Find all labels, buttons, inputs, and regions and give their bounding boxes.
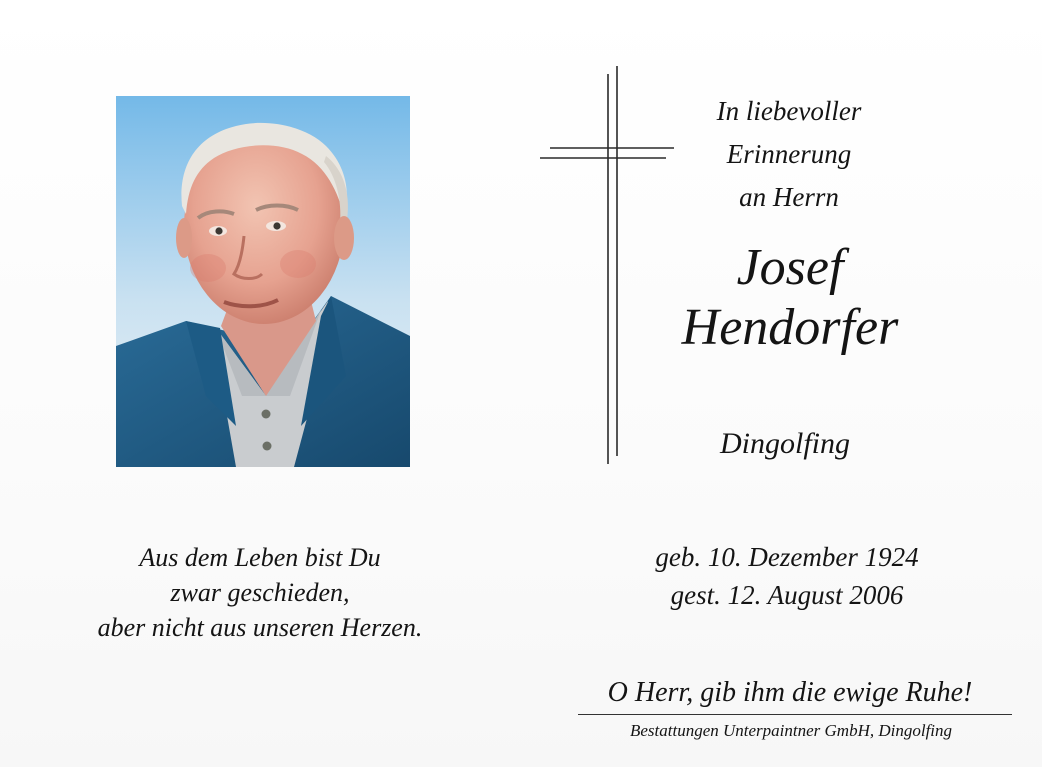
remembrance-intro — [680, 90, 898, 219]
life-dates — [612, 538, 962, 614]
hometown: Dingolfing — [719, 427, 850, 460]
prayer-line: O Herr, gib ihm die ewige Ruhe! — [607, 677, 973, 708]
death-date: gest. 12. August 2006 — [670, 580, 904, 610]
deceased-name — [620, 238, 960, 358]
divider — [578, 714, 1012, 715]
first-name: Josef — [736, 239, 844, 296]
intro-line: an Herrn — [739, 182, 839, 212]
portrait-photo — [116, 96, 410, 467]
verse-line: zwar geschieden, — [170, 578, 350, 607]
verse-line: aber nicht aus unseren Herzen. — [97, 613, 423, 642]
birth-date: geb. 10. Dezember 1924 — [655, 542, 919, 572]
funeral-home: Bestattungen Unterpaintner GmbH, Dingolfing — [629, 721, 953, 740]
verse-line: Aus dem Leben bist Du — [139, 543, 381, 572]
intro-line: Erinnerung — [726, 139, 852, 169]
intro-line: In liebevoller — [716, 96, 862, 126]
last-name: Hendorfer — [681, 299, 899, 356]
memorial-verse — [40, 540, 480, 645]
